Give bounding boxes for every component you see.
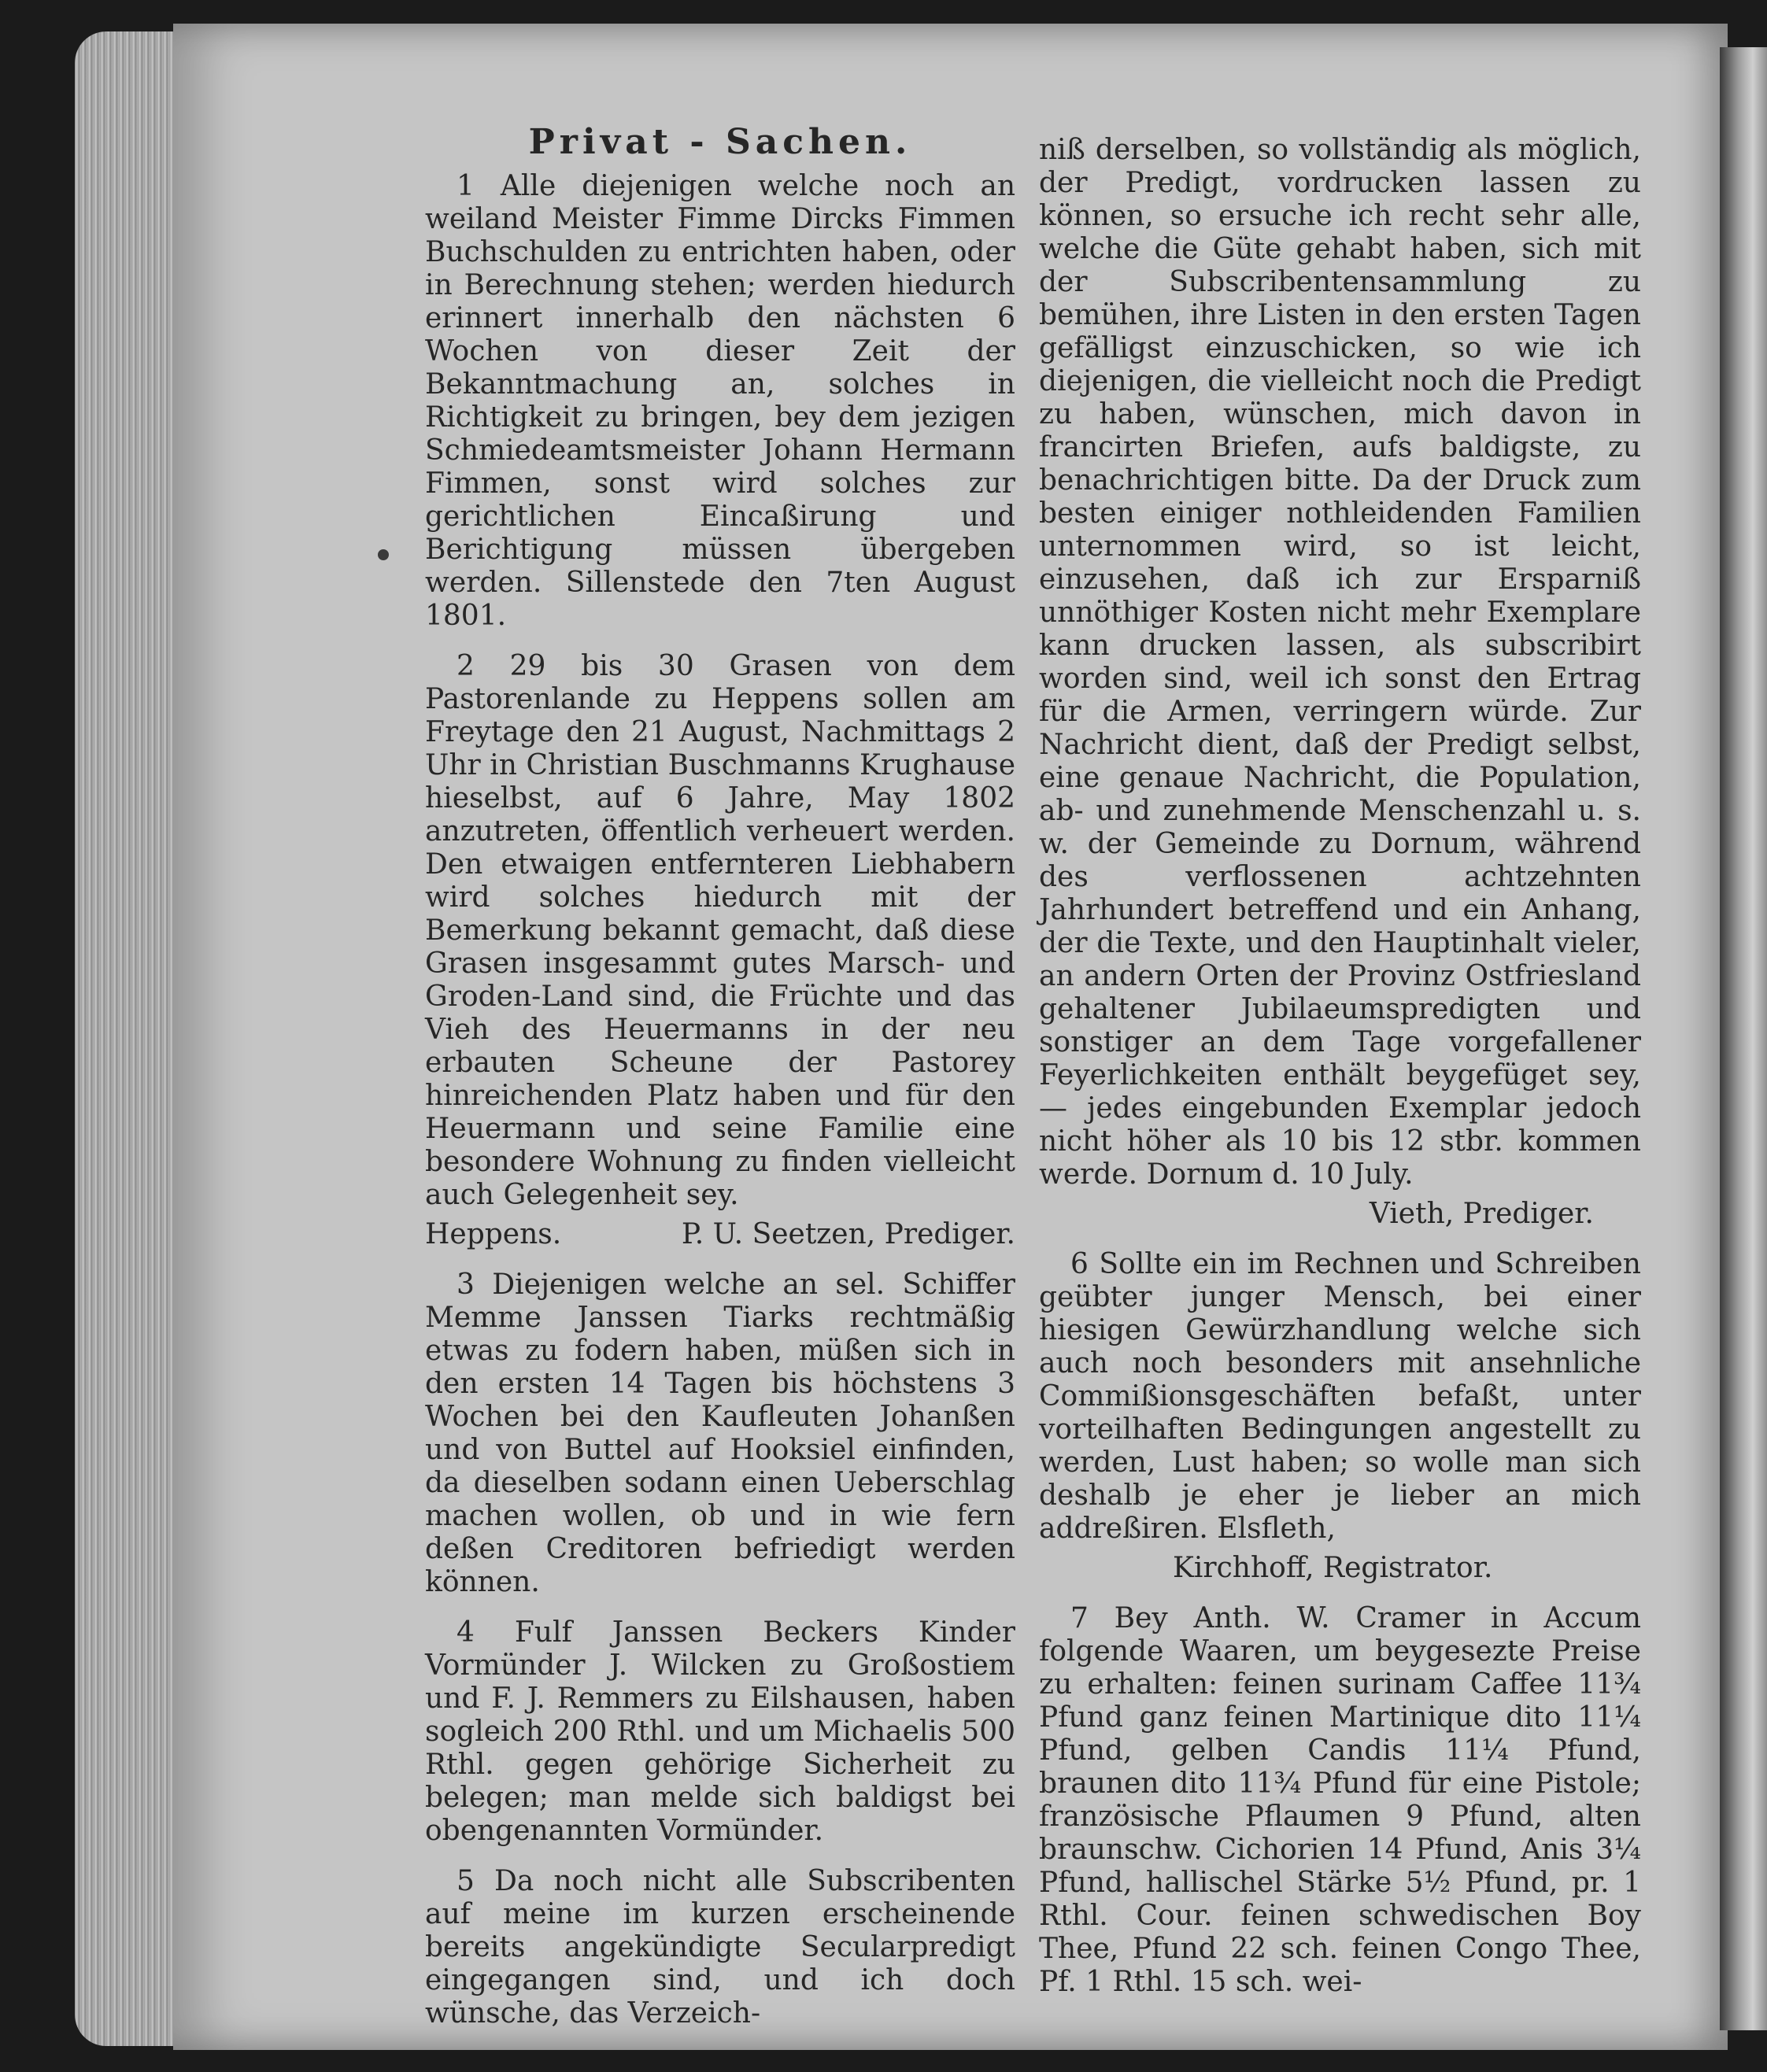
- right-column: [1039, 134, 1641, 2016]
- notice-5-signoff: [1039, 1198, 1641, 1231]
- notice-2-place: Heppens.: [425, 1218, 562, 1250]
- notice-2-signoff: [425, 1218, 1015, 1251]
- notice-5-signature: Vieth, Prediger.: [1369, 1198, 1594, 1230]
- notice-1: 1 Alle diejenigen welche noch an weiland Meister Fimme Dircks Fimmen Buchschulden zu entrichten haben, oder in Berechnung stehen; werden hiedurch erinnert innerhalb den nächsten 6 Wochen von dieser Zeit der Bekanntmachung an, solches in Richtigkeit zu bringen, bey dem jezigen Schmiedeamtsmeister Johann Hermann Fimmen, sonst wird solches zur gerichtlichen Eincaßirung und Berichtigung müssen übergeben werden. Sillenstede den 7ten August 1801.: [425, 170, 1015, 632]
- ink-dot: [378, 549, 389, 560]
- page-heading: Privat - Sachen.: [528, 122, 912, 162]
- notice-6-signature: Kirchhoff, Registrator.: [1173, 1552, 1493, 1584]
- notice-7: 7 Bey Anth. W. Cramer in Accum folgende Waaren, um beygesezte Preise zu erhalten: feinen surinam Caffee 11¾ Pfund ganz feinen Martinique dito 11¼ Pfund, gelben Candis 11¼ Pfund, braunen dito 11¾ Pfund für eine Pistole; französische Pflaumen 9 Pfund, alten braunschw. Cichorien 14 Pfund, Anis 3¼ Pfund, hallischel Stärke 5½ Pfund, pr. 1 Rthl. Cour. feinen schwedischen Boy Thee, Pfund 22 sch. feinen Congo Thee, Pf. 1 Rthl. 15 sch. wei-: [1039, 1602, 1641, 1998]
- notice-6-signoff: [1039, 1552, 1641, 1585]
- notice-2: 2 29 bis 30 Grasen von dem Pastorenlande zu Heppens sollen am Freytage den 21 August, Nachmittags 2 Uhr in Christian Buschmanns Krughause hieselbst, auf 6 Jahre, May 1802 anzutreten, öffentlich verheuert werden. Den etwaigen entfernteren Liebhabern wird solches hiedurch mit der Bemerkung bekannt gemacht, daß diese Grasen insgesammt gutes Marsch- und Groden-Land sind, die Früchte und das Vieh des Heuermanns in der neu erbauten Scheune der Pastorey hinreichenden Platz haben und für den Heuermann und seine Familie eine besondere Wohnung zu finden vielleicht auch Gelegenheit sey.: [425, 650, 1015, 1211]
- notice-5-start: 5 Da noch nicht alle Subscribenten auf meine im kurzen erscheinende bereits angekündigte Secularpredigt eingegangen sind, und ich doch wünsche, das Verzeich-: [425, 1865, 1015, 2030]
- notice-2-signature: P. U. Seetzen, Prediger.: [681, 1218, 1015, 1250]
- left-column: [425, 122, 1015, 2048]
- notice-4: 4 Fulf Janssen Beckers Kinder Vormünder J. Wilcken zu Großostiem und F. J. Remmers zu Eilshausen, haben sogleich 200 Rthl. und um Michaelis 500 Rthl. gegen gehörige Sicherheit zu belegen; man melde sich baldigst bei obengenannten Vormünder.: [425, 1616, 1015, 1847]
- notice-5-continued: niß derselben, so vollständig als möglich, der Predigt, vordrucken lassen zu können, so ersuche ich recht sehr alle, welche die Güte gehabt haben, sich mit der Subscribentensammlung zu bemühen, ihre Listen in den ersten Tagen gefälligst einzuschicken, so wie ich diejenigen, die vielleicht noch die Predigt zu haben, wünschen, mich davon in francirten Briefen, aufs baldigste, zu benachrichtigen bitte. Da der Druck zum besten einiger nothleidenden Familien unternommen wird, so ist leicht, einzusehen, daß ich zur Ersparniß unnöthiger Kosten nicht mehr Exemplare kann drucken lassen, als subscribirt worden sind, weil ich sonst den Ertrag für die Armen, verringern würde. Zur Nachricht dient, daß der Predigt selbst, eine genaue Nachricht, die Population, ab- und zunehmende Menschenzahl u. s. w. der Gemeinde zu Dornum, während des verflossenen achtzehnten Jahrhundert betreffend und ein Anhang, der die Texte, und den Hauptinhalt vieler, an andern Orten der Provinz Ostfriesland gehaltener Jubilaeumspredigten und sonstiger an dem Tage vorgefallener Feyerlichkeiten enthält beygefüget sey, — jedes eingebunden Exemplar jedoch nicht höher als 10 bis 12 stbr. kommen werde. Dornum d. 10 July.: [1039, 134, 1641, 1191]
- notice-6: 6 Sollte ein im Rechnen und Schreiben geübter junger Mensch, bei einer hiesigen Gewürzhandlung welche sich auch noch besonders mit ansehnliche Commißionsgeschäften befaßt, unter vorteilhaften Bedingungen angestellt zu werden, Lust haben; so wolle man sich deshalb je eher je lieber an mich addreßiren. Elsfleth,: [1039, 1248, 1641, 1545]
- book-spine: [1720, 47, 1767, 2030]
- notice-3: 3 Diejenigen welche an sel. Schiffer Memme Janssen Tiarks rechtmäßig etwas zu fodern haben, müßen sich in den ersten 14 Tagen bis höchstens 3 Wochen bei den Kaufleuten Johanßen und von Buttel auf Hooksiel einfinden, da dieselben sodann einen Ueberschlag machen wollen, ob und in wie fern deßen Creditoren befriedigt werden können.: [425, 1269, 1015, 1598]
